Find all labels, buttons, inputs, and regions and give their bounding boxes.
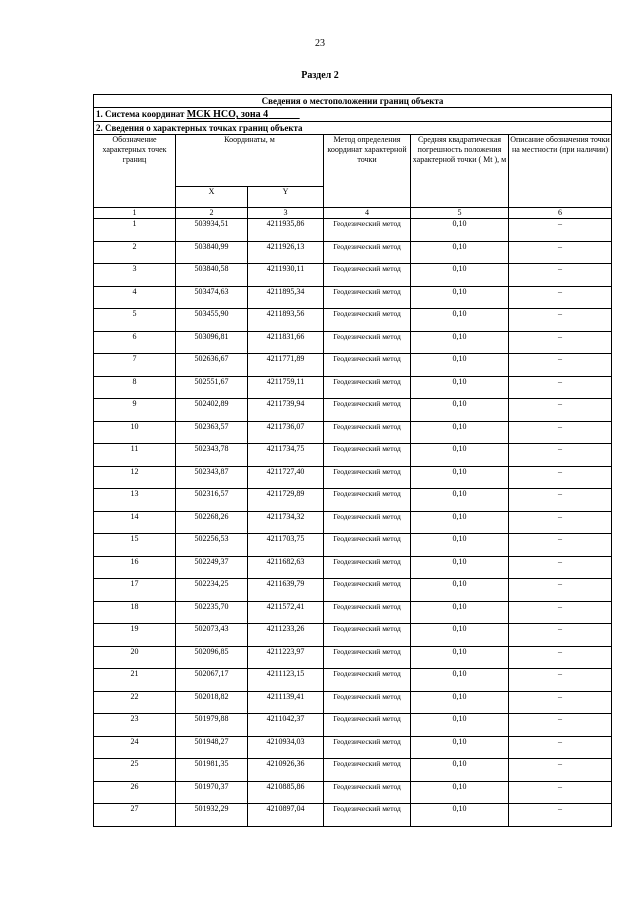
point-number-cell: 15 bbox=[94, 534, 176, 557]
x-coordinate-cell: 502018,82 bbox=[176, 691, 248, 714]
error-cell: 0,10 bbox=[411, 646, 509, 669]
description-cell: – bbox=[509, 399, 612, 422]
point-number-cell: 16 bbox=[94, 556, 176, 579]
table-row bbox=[94, 669, 612, 692]
point-number-cell: 23 bbox=[94, 714, 176, 737]
table-row bbox=[94, 534, 612, 557]
description-cell: – bbox=[509, 556, 612, 579]
y-coordinate-cell: 4211771,89 bbox=[248, 354, 324, 377]
point-number-cell: 17 bbox=[94, 579, 176, 602]
y-coordinate-cell: 4211727,40 bbox=[248, 466, 324, 489]
error-cell: 0,10 bbox=[411, 691, 509, 714]
error-cell: 0,10 bbox=[411, 781, 509, 804]
point-number-cell: 27 bbox=[94, 804, 176, 827]
method-cell: Геодезический метод bbox=[324, 691, 411, 714]
method-cell: Геодезический метод bbox=[324, 286, 411, 309]
method-cell: Геодезический метод bbox=[324, 376, 411, 399]
description-cell: – bbox=[509, 444, 612, 467]
point-number-cell: 20 bbox=[94, 646, 176, 669]
header-designation: Обозначение характерных точек границ bbox=[94, 135, 176, 208]
description-cell: – bbox=[509, 736, 612, 759]
point-number-cell: 4 bbox=[94, 286, 176, 309]
error-cell: 0,10 bbox=[411, 601, 509, 624]
table-row bbox=[94, 376, 612, 399]
description-cell: – bbox=[509, 781, 612, 804]
point-number-cell: 26 bbox=[94, 781, 176, 804]
x-coordinate-cell: 503096,81 bbox=[176, 331, 248, 354]
method-cell: Геодезический метод bbox=[324, 579, 411, 602]
point-number-cell: 22 bbox=[94, 691, 176, 714]
method-cell: Геодезический метод bbox=[324, 669, 411, 692]
x-coordinate-cell: 502234,25 bbox=[176, 579, 248, 602]
error-cell: 0,10 bbox=[411, 376, 509, 399]
x-coordinate-cell: 502073,43 bbox=[176, 624, 248, 647]
description-cell: – bbox=[509, 489, 612, 512]
description-cell: – bbox=[509, 624, 612, 647]
x-coordinate-cell: 502249,37 bbox=[176, 556, 248, 579]
point-number-cell: 8 bbox=[94, 376, 176, 399]
error-cell: 0,10 bbox=[411, 331, 509, 354]
point-number-cell: 12 bbox=[94, 466, 176, 489]
error-cell: 0,10 bbox=[411, 534, 509, 557]
header-method: Метод определения координат характерной точки bbox=[324, 135, 411, 208]
x-coordinate-cell: 502268,26 bbox=[176, 511, 248, 534]
y-coordinate-cell: 4211734,32 bbox=[248, 511, 324, 534]
point-number-cell: 21 bbox=[94, 669, 176, 692]
point-number-cell: 25 bbox=[94, 759, 176, 782]
error-cell: 0,10 bbox=[411, 421, 509, 444]
point-number-cell: 9 bbox=[94, 399, 176, 422]
description-cell: – bbox=[509, 466, 612, 489]
table-row bbox=[94, 601, 612, 624]
table-row bbox=[94, 781, 612, 804]
y-coordinate-cell: 4211935,86 bbox=[248, 219, 324, 242]
y-coordinate-cell: 4211223,97 bbox=[248, 646, 324, 669]
error-cell: 0,10 bbox=[411, 556, 509, 579]
error-cell: 0,10 bbox=[411, 264, 509, 287]
method-cell: Геодезический метод bbox=[324, 399, 411, 422]
description-cell: – bbox=[509, 309, 612, 332]
table-row bbox=[94, 511, 612, 534]
method-cell: Геодезический метод bbox=[324, 781, 411, 804]
point-number-cell: 24 bbox=[94, 736, 176, 759]
x-coordinate-cell: 501979,88 bbox=[176, 714, 248, 737]
x-coordinate-cell: 501970,37 bbox=[176, 781, 248, 804]
description-cell: – bbox=[509, 511, 612, 534]
description-cell: – bbox=[509, 579, 612, 602]
description-cell: – bbox=[509, 286, 612, 309]
table-row bbox=[94, 241, 612, 264]
table-row bbox=[94, 309, 612, 332]
table-row bbox=[94, 489, 612, 512]
table-row bbox=[94, 646, 612, 669]
description-cell: – bbox=[509, 804, 612, 827]
table-row bbox=[94, 331, 612, 354]
point-number-cell: 7 bbox=[94, 354, 176, 377]
point-number-cell: 18 bbox=[94, 601, 176, 624]
table-row bbox=[94, 579, 612, 602]
method-cell: Геодезический метод bbox=[324, 624, 411, 647]
error-cell: 0,10 bbox=[411, 219, 509, 242]
description-cell: – bbox=[509, 601, 612, 624]
y-coordinate-cell: 4211930,11 bbox=[248, 264, 324, 287]
point-number-cell: 10 bbox=[94, 421, 176, 444]
x-coordinate-cell: 502235,70 bbox=[176, 601, 248, 624]
table-row bbox=[94, 264, 612, 287]
y-coordinate-cell: 4211042,37 bbox=[248, 714, 324, 737]
column-number: 6 bbox=[509, 208, 612, 219]
method-cell: Геодезический метод bbox=[324, 354, 411, 377]
method-cell: Геодезический метод bbox=[324, 489, 411, 512]
x-coordinate-cell: 503840,58 bbox=[176, 264, 248, 287]
description-cell: – bbox=[509, 534, 612, 557]
x-coordinate-cell: 502067,17 bbox=[176, 669, 248, 692]
description-cell: – bbox=[509, 669, 612, 692]
x-coordinate-cell: 501948,27 bbox=[176, 736, 248, 759]
method-cell: Геодезический метод bbox=[324, 331, 411, 354]
y-coordinate-cell: 4211926,13 bbox=[248, 241, 324, 264]
error-cell: 0,10 bbox=[411, 714, 509, 737]
method-cell: Геодезический метод bbox=[324, 646, 411, 669]
header-description: Описание обозначения точки на местности (при наличии) bbox=[509, 135, 612, 208]
point-number-cell: 6 bbox=[94, 331, 176, 354]
table-row bbox=[94, 466, 612, 489]
error-cell: 0,10 bbox=[411, 624, 509, 647]
x-coordinate-cell: 502363,57 bbox=[176, 421, 248, 444]
method-cell: Геодезический метод bbox=[324, 804, 411, 827]
x-coordinate-cell: 502096,85 bbox=[176, 646, 248, 669]
x-coordinate-cell: 503474,63 bbox=[176, 286, 248, 309]
section-title: Раздел 2 bbox=[301, 70, 339, 81]
description-cell: – bbox=[509, 376, 612, 399]
y-coordinate-cell: 4210897,04 bbox=[248, 804, 324, 827]
x-coordinate-cell: 503934,51 bbox=[176, 219, 248, 242]
method-cell: Геодезический метод bbox=[324, 264, 411, 287]
table-row bbox=[94, 714, 612, 737]
y-coordinate-cell: 4211729,89 bbox=[248, 489, 324, 512]
table-row bbox=[94, 286, 612, 309]
x-coordinate-cell: 502256,53 bbox=[176, 534, 248, 557]
error-cell: 0,10 bbox=[411, 466, 509, 489]
method-cell: Геодезический метод bbox=[324, 466, 411, 489]
table-row bbox=[94, 421, 612, 444]
column-number: 1 bbox=[94, 208, 176, 219]
y-coordinate-cell: 4210926,36 bbox=[248, 759, 324, 782]
y-coordinate-cell: 4211831,66 bbox=[248, 331, 324, 354]
x-coordinate-cell: 502551,67 bbox=[176, 376, 248, 399]
description-cell: – bbox=[509, 646, 612, 669]
table-row bbox=[94, 444, 612, 467]
description-cell: – bbox=[509, 331, 612, 354]
y-coordinate-cell: 4210934,03 bbox=[248, 736, 324, 759]
error-cell: 0,10 bbox=[411, 489, 509, 512]
table-row bbox=[94, 691, 612, 714]
point-number-cell: 13 bbox=[94, 489, 176, 512]
error-cell: 0,10 bbox=[411, 444, 509, 467]
method-cell: Геодезический метод bbox=[324, 309, 411, 332]
table-title: Сведения о местоположении границ объекта bbox=[94, 95, 612, 108]
x-coordinate-cell: 502636,67 bbox=[176, 354, 248, 377]
method-cell: Геодезический метод bbox=[324, 601, 411, 624]
error-cell: 0,10 bbox=[411, 804, 509, 827]
table-row bbox=[94, 736, 612, 759]
table-row bbox=[94, 399, 612, 422]
error-cell: 0,10 bbox=[411, 579, 509, 602]
error-cell: 0,10 bbox=[411, 736, 509, 759]
point-number-cell: 14 bbox=[94, 511, 176, 534]
header-error: Средняя квадратическая погрешность положения характерной точки ( Mt ), м bbox=[411, 135, 509, 208]
y-coordinate-cell: 4211139,41 bbox=[248, 691, 324, 714]
method-cell: Геодезический метод bbox=[324, 421, 411, 444]
table-row bbox=[94, 759, 612, 782]
description-cell: – bbox=[509, 759, 612, 782]
method-cell: Геодезический метод bbox=[324, 219, 411, 242]
method-cell: Геодезический метод bbox=[324, 714, 411, 737]
table-row bbox=[94, 219, 612, 242]
error-cell: 0,10 bbox=[411, 511, 509, 534]
point-number-cell: 5 bbox=[94, 309, 176, 332]
error-cell: 0,10 bbox=[411, 241, 509, 264]
y-coordinate-cell: 4211895,34 bbox=[248, 286, 324, 309]
y-coordinate-cell: 4211682,63 bbox=[248, 556, 324, 579]
point-number-cell: 1 bbox=[94, 219, 176, 242]
y-coordinate-cell: 4211759,11 bbox=[248, 376, 324, 399]
method-cell: Геодезический метод bbox=[324, 511, 411, 534]
x-coordinate-cell: 503840,99 bbox=[176, 241, 248, 264]
coordinate-system-value: МСК НСО, зона 4 bbox=[186, 109, 269, 120]
description-cell: – bbox=[509, 714, 612, 737]
y-coordinate-cell: 4211703,75 bbox=[248, 534, 324, 557]
y-coordinate-cell: 4211893,56 bbox=[248, 309, 324, 332]
y-coordinate-cell: 4211639,79 bbox=[248, 579, 324, 602]
point-number-cell: 11 bbox=[94, 444, 176, 467]
method-cell: Геодезический метод bbox=[324, 759, 411, 782]
method-cell: Геодезический метод bbox=[324, 444, 411, 467]
points-heading: 2. Сведения о характерных точках границ объекта bbox=[94, 122, 612, 135]
header-x: X bbox=[176, 187, 248, 208]
description-cell: – bbox=[509, 691, 612, 714]
y-coordinate-cell: 4211736,07 bbox=[248, 421, 324, 444]
column-number: 3 bbox=[248, 208, 324, 219]
y-coordinate-cell: 4211123,15 bbox=[248, 669, 324, 692]
column-number: 4 bbox=[324, 208, 411, 219]
x-coordinate-cell: 501981,35 bbox=[176, 759, 248, 782]
description-cell: – bbox=[509, 421, 612, 444]
point-number-cell: 19 bbox=[94, 624, 176, 647]
column-number: 2 bbox=[176, 208, 248, 219]
error-cell: 0,10 bbox=[411, 669, 509, 692]
column-number: 5 bbox=[411, 208, 509, 219]
table-row bbox=[94, 556, 612, 579]
coordinate-system-row bbox=[94, 108, 612, 122]
method-cell: Геодезический метод bbox=[324, 556, 411, 579]
y-coordinate-cell: 4211734,75 bbox=[248, 444, 324, 467]
method-cell: Геодезический метод bbox=[324, 241, 411, 264]
coordinate-system-label: 1. Система координат bbox=[96, 109, 187, 119]
y-coordinate-cell: 4210885,86 bbox=[248, 781, 324, 804]
table-row bbox=[94, 624, 612, 647]
y-coordinate-cell: 4211233,26 bbox=[248, 624, 324, 647]
point-number-cell: 3 bbox=[94, 264, 176, 287]
error-cell: 0,10 bbox=[411, 286, 509, 309]
y-coordinate-cell: 4211739,94 bbox=[248, 399, 324, 422]
header-y: Y bbox=[248, 187, 324, 208]
boundary-points-table bbox=[93, 94, 612, 827]
error-cell: 0,10 bbox=[411, 759, 509, 782]
method-cell: Геодезический метод bbox=[324, 736, 411, 759]
description-cell: – bbox=[509, 219, 612, 242]
x-coordinate-cell: 502343,78 bbox=[176, 444, 248, 467]
header-coordinates: Координаты, м bbox=[176, 135, 324, 187]
method-cell: Геодезический метод bbox=[324, 534, 411, 557]
error-cell: 0,10 bbox=[411, 399, 509, 422]
page-number: 23 bbox=[315, 38, 325, 49]
description-cell: – bbox=[509, 354, 612, 377]
error-cell: 0,10 bbox=[411, 309, 509, 332]
point-number-cell: 2 bbox=[94, 241, 176, 264]
error-cell: 0,10 bbox=[411, 354, 509, 377]
description-cell: – bbox=[509, 241, 612, 264]
x-coordinate-cell: 502316,57 bbox=[176, 489, 248, 512]
x-coordinate-cell: 502343,87 bbox=[176, 466, 248, 489]
table-row bbox=[94, 354, 612, 377]
description-cell: – bbox=[509, 264, 612, 287]
x-coordinate-cell: 501932,29 bbox=[176, 804, 248, 827]
y-coordinate-cell: 4211572,41 bbox=[248, 601, 324, 624]
x-coordinate-cell: 503455,90 bbox=[176, 309, 248, 332]
table-row bbox=[94, 804, 612, 827]
x-coordinate-cell: 502402,89 bbox=[176, 399, 248, 422]
